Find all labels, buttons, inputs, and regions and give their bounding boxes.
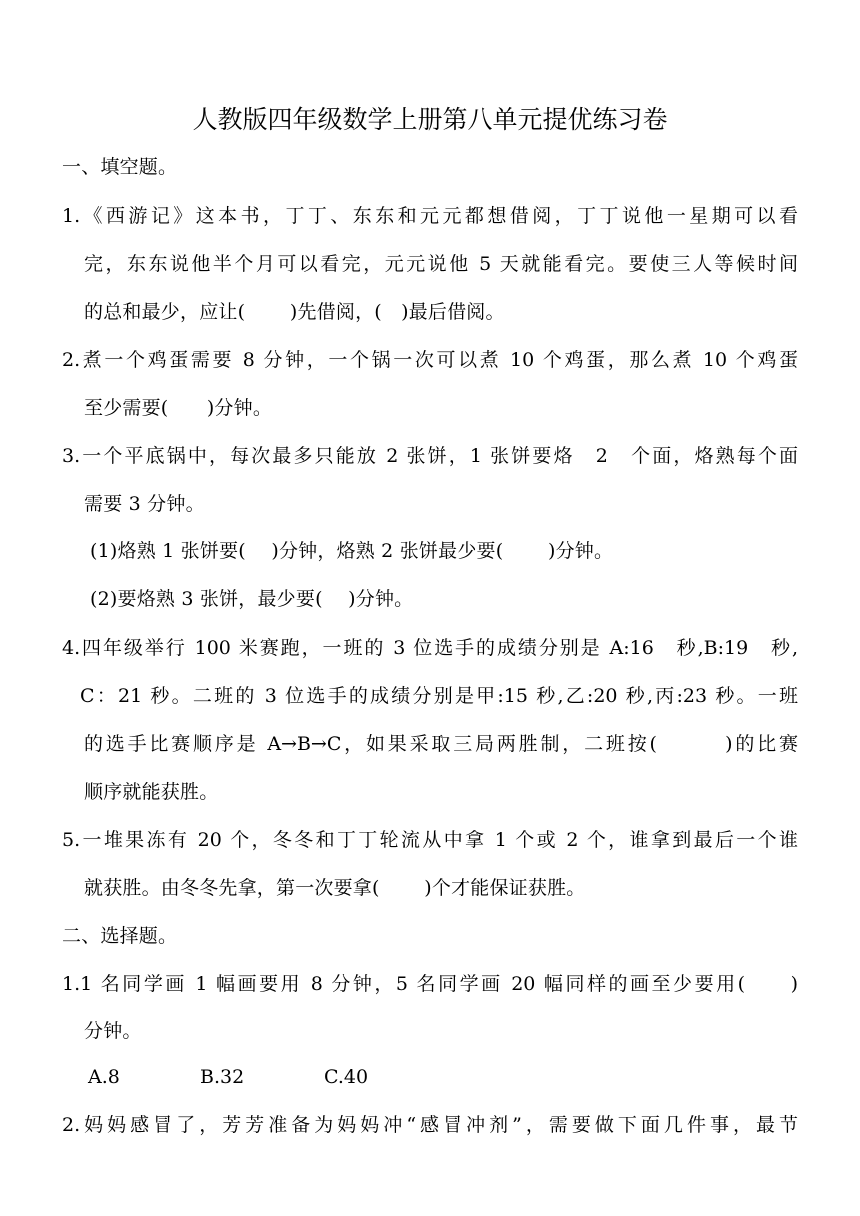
section-2-heading: 二、选择题。 <box>62 925 178 947</box>
option-c: C.40 <box>324 1066 369 1088</box>
q4-line-1: 4.四年级举行 100 米赛跑，一班的 3 位选手的成绩分别是 A:16 秒,B:19 秒, <box>62 637 798 659</box>
q1-line-3: 的总和最少，应让( )先借阅，( )最后借阅。 <box>84 301 505 323</box>
q4-line-3: 的选手比赛顺序是 A→B→C，如果采取三局两胜制，二班按( )的比赛 <box>84 733 798 755</box>
s2-q1-line-2: 分钟。 <box>84 1020 142 1042</box>
q1-line-2: 完，东东说他半个月可以看完，元元说他 5 天就能看完。要使三人等候时间 <box>84 253 798 275</box>
page-title: 人教版四年级数学上册第八单元提优练习卷 <box>192 105 668 134</box>
section-1-heading: 一、填空题。 <box>62 156 178 178</box>
q4-line-2: C：21 秒。二班的 3 位选手的成绩分别是甲:15 秒,乙:20 秒,丙:23 秒。一班 <box>80 685 798 707</box>
option-a: A.8 <box>88 1066 120 1088</box>
q2-line-2: 至少需要( )分钟。 <box>84 397 273 419</box>
q3-line-2: 需要 3 分钟。 <box>84 493 205 515</box>
q1-line-1: 1.《西游记》这本书，丁丁、东东和元元都想借阅，丁丁说他一星期可以看 <box>62 205 798 227</box>
q3-sub-2: (2)要烙熟 3 张饼，最少要( )分钟。 <box>90 588 414 610</box>
q4-line-4: 顺序就能获胜。 <box>84 781 219 803</box>
q3-line-1: 3.一个平底锅中，每次最多只能放 2 张饼，1 张饼要烙 2 个面，烙熟每个面 <box>62 445 798 467</box>
q5-line-1: 5.一堆果冻有 20 个，冬冬和丁丁轮流从中拿 1 个或 2 个，谁拿到最后一个谁 <box>62 829 798 851</box>
s2-q1-line-1: 1.1 名同学画 1 幅画要用 8 分钟，5 名同学画 20 幅同样的画至少要用( ) <box>62 973 798 995</box>
option-b: B.32 <box>200 1066 245 1088</box>
q5-line-2: 就获胜。由冬冬先拿，第一次要拿( )个才能保证获胜。 <box>84 877 586 899</box>
s2-q2-line-1: 2.妈妈感冒了，芳芳准备为妈妈冲“感冒冲剂”，需要做下面几件事，最节 <box>62 1114 798 1136</box>
q2-line-1: 2.煮一个鸡蛋需要 8 分钟，一个锅一次可以煮 10 个鸡蛋，那么煮 10 个鸡蛋 <box>62 349 798 371</box>
q3-sub-1: (1)烙熟 1 张饼要( )分钟，烙熟 2 张饼最少要( )分钟。 <box>90 540 614 562</box>
